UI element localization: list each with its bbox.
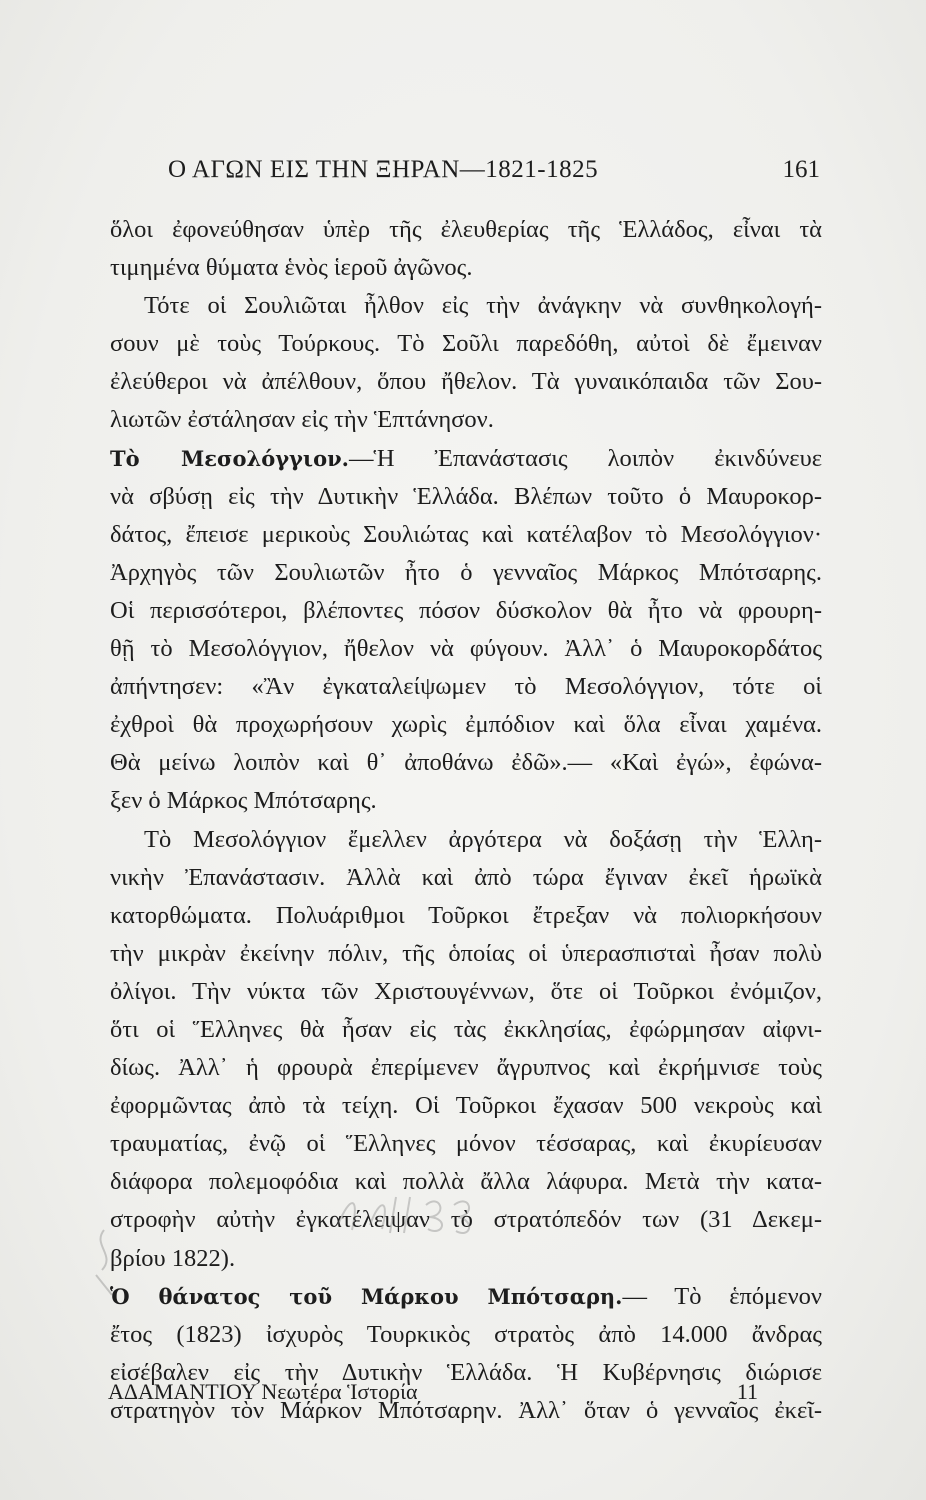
text-line: ὅτι οἱ Ἕλληνες θὰ ἦσαν εἰς τὰς ἐκκλησίας, ἐφώρμησαν αἰφνι-	[110, 1015, 822, 1043]
section-heading: Ὁ θάνατος τοῦ Μάρκου Μπότσαρη.	[110, 1283, 623, 1309]
text-line: νικὴν Ἐπανάστασιν. Ἀλλὰ καὶ ἀπὸ τώρα ἔγιναν ἐκεῖ ἡρωϊκὰ	[110, 863, 822, 891]
text-line: σουν μὲ τοὺς Τούρκους. Τὸ Σοῦλι παρεδόθη, αὐτοὶ δὲ ἔμειναν	[110, 330, 822, 358]
text-line: ἐλεύθεροι νὰ ἀπέλθουν, ὅπου ἤθελον. Τὰ γυναικόπαιδα τῶν Σου-	[110, 368, 822, 396]
text-line: κατορθώματα. Πολυάριθμοι Τοῦρκοι ἔτρεξαν νὰ πολιορκήσουν	[110, 901, 822, 929]
text-line: τιμημένα θύματα ἑνὸς ἱεροῦ ἀγῶνος.	[110, 254, 473, 282]
text-line: ἔτος (1823) ἰσχυρὸς Τουρκικὸς στρατὸς ἀπὸ 14.000 ἄνδρας	[110, 1320, 822, 1348]
text-line: εἰσέβαλεν εἰς τὴν Δυτικὴν Ἑλλάδα. Ἡ Κυβέρνησις διώρισε	[110, 1358, 822, 1386]
text-line: νὰ σβύσῃ εἰς τὴν Δυτικὴν Ἑλλάδα. Βλέπων τοῦτο ὁ Μαυροκορ-	[110, 482, 822, 510]
text-line: δάτος, ἔπεισε μερικοὺς Σουλιώτας καὶ κατέλαβον τὸ Μεσολόγγιον·	[110, 520, 822, 548]
section-heading-line: Ὁ θάνατος τοῦ Μάρκου Μπότσαρη.— Τὸ ἑπόμενον	[110, 1282, 822, 1310]
section-heading: Τὸ Μεσολόγγιον.	[110, 445, 349, 471]
text-line: ὅλοι ἐφονεύθησαν ὑπὲρ τῆς ἐλευθερίας τῆς Ἑλλάδος, εἶναι τὰ	[110, 216, 822, 243]
text-line: τὴν μικρὰν ἐκείνην πόλιν, τῆς ὁποίας οἱ ὑπερασπισταὶ ἦσαν πολὺ	[110, 939, 822, 967]
text-line: λιωτῶν ἐστάλησαν εἰς τὴν Ἑπτάνησον.	[110, 406, 494, 434]
text-line: Ἀρχηγὸς τῶν Σουλιωτῶν ἦτο ὁ γενναῖος Μάρκος Μπότσαρης.	[110, 558, 822, 586]
page-footer	[108, 1375, 758, 1415]
text-line: ἀπήντησεν: «Ἂν ἐγκαταλείψωμεν τὸ Μεσολόγγιον, τότε οἱ	[110, 673, 822, 701]
text-line: διάφορα πολεμοφόδια καὶ πολλὰ ἄλλα λάφυρα. Μετὰ τὴν κατα-	[110, 1168, 822, 1196]
text-line: ὀλίγοι. Τὴν νύκτα τῶν Χριστουγέννων, ὅτε οἱ Τοῦρκοι ἐνόμιζον,	[110, 977, 822, 1005]
text-line: Θὰ μείνω λοιπὸν καὶ θ᾽ ἀποθάνω ἐδῶ».— «Καὶ ἐγώ», ἐφώνα-	[110, 749, 822, 777]
page-number: 161	[782, 156, 820, 183]
text-line: θῇ τὸ Μεσολόγγιον, ἤθελον νὰ φύγουν. Ἀλλ᾽ ὁ Μαυροκορδάτος	[110, 635, 822, 663]
section-heading-line: Τὸ Μεσολόγγιον.—Ἡ Ἐπανάστασις λοιπὸν ἐκινδύνευε	[110, 444, 822, 472]
sheet-number: 11	[736, 1379, 758, 1404]
text-line: δίως. Ἀλλ᾽ ἡ φρουρὰ ἐπερίμενεν ἄγρυπνος καὶ ἐκρήμνισε τοὺς	[110, 1054, 822, 1082]
text-line: στρατηγὸν τὸν Μάρκον Μπότσαρην. Ἀλλ᾽ ὅταν ὁ γενναῖος ἐκεῖ-	[110, 1396, 822, 1424]
pencil-annotation	[330, 1185, 480, 1245]
text-line: Τὸ Μεσολόγγιον ἔμελλεν ἀργότερα νὰ δοξάσῃ τὴν Ἑλλη-	[144, 825, 822, 853]
text-line: βρίου 1822).	[110, 1244, 236, 1272]
body-text	[110, 211, 822, 1430]
text-line: τραυματίας, ἐνῷ οἱ Ἕλληνες μόνον τέσσαρας, καὶ ἐκυρίευσαν	[110, 1130, 822, 1158]
text-line: Οἱ περισσότεροι, βλέποντες πόσον δύσκολον θὰ ἦτο νὰ φρουρη-	[110, 596, 822, 624]
printer-signature: ΑΔΑΜΑΝΤΙΟΥ Νεωτέρα Ἱστορία	[108, 1379, 418, 1404]
text-line: ἐφορμῶντας ἀπὸ τὰ τείχη. Οἱ Τοῦρκοι ἔχασαν 500 νεκροὺς καὶ	[110, 1092, 822, 1120]
text-line: ἐχθροὶ θὰ προχωρήσουν χωρὶς ἐμπόδιον καὶ ὅλα εἶναι χαμένα.	[110, 711, 822, 739]
running-title: Ο ΑΓΩΝ ΕΙΣ ΤΗΝ ΞΗΡΑΝ—1821-1825	[168, 156, 599, 183]
pencil-margin-mark	[84, 1225, 124, 1305]
page-header	[108, 150, 820, 190]
text-line: Τότε οἱ Σουλιῶται ἦλθον εἰς τὴν ἀνάγκην νὰ συνθηκολογή-	[144, 292, 822, 320]
text-line: ξεν ὁ Μάρκος Μπότσαρης.	[110, 787, 377, 815]
text-line: στροφὴν αὐτὴν ἐγκατέλειψαν τὸ στρατόπεδόν των (31 Δεκεμ-	[110, 1206, 822, 1234]
